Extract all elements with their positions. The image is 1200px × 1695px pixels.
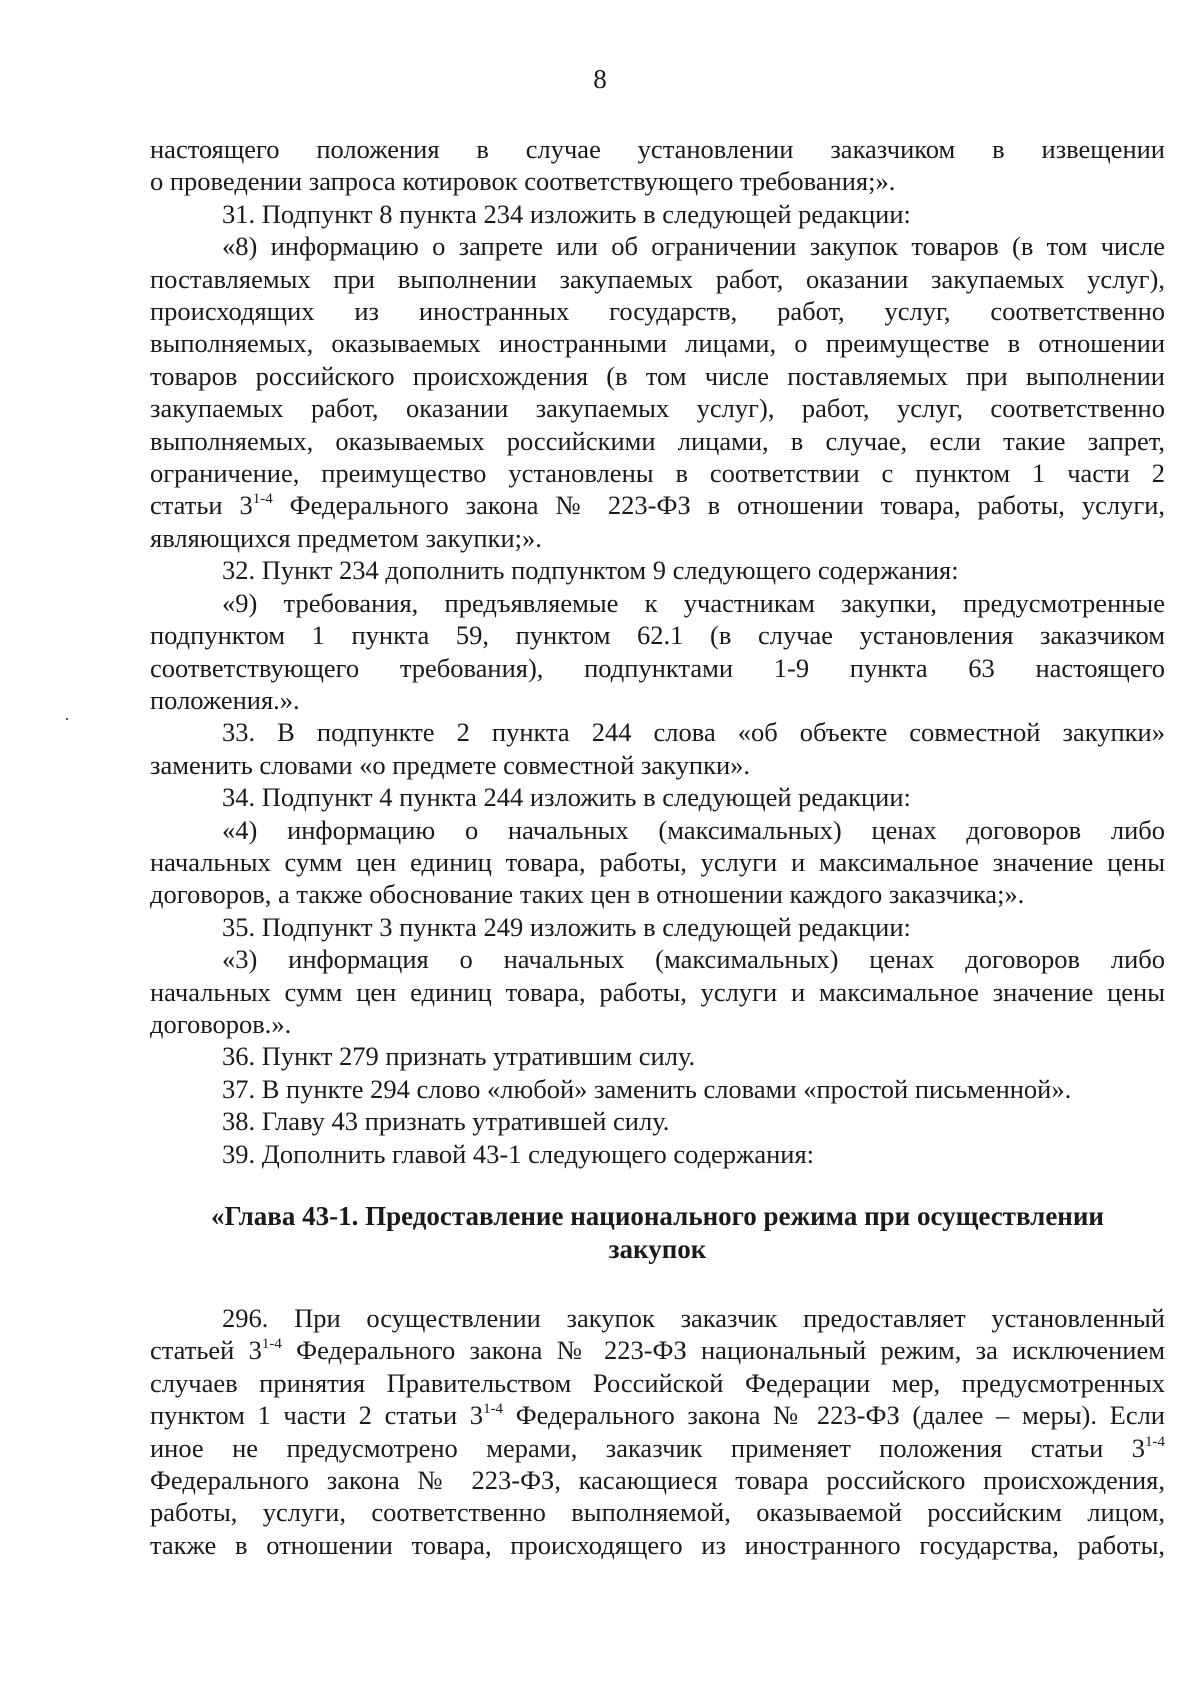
item-32: 32. Пункт 234 дополнить подпунктом 9 следующего содержания: — [222, 555, 959, 586]
text-line: о проведении запроса котировок соответствующего требования;». — [150, 166, 896, 197]
item-33: 33. В подпункте 2 пункта 244 слова «об объекте совместной закупки» — [222, 717, 1165, 748]
text-line: соответствующего требования), подпунктами 1-9 пункта 63 настоящего — [150, 652, 1165, 683]
text-line: статьей 3$^{1-4}$ Федерального закона № 223-ФЗ национальный режим, за исключением — [150, 1335, 1165, 1366]
superscript: 1-4 — [261, 1336, 282, 1353]
text-line: закупаемых работ, оказании закупаемых услуг), работ, услуг, соответственно — [150, 393, 1165, 424]
chapter-heading — [150, 1200, 1165, 1266]
item-39: 39. Дополнить главой 43-1 следующего содержания: — [222, 1138, 815, 1169]
superscript: 1-4 — [252, 491, 273, 508]
chapter-heading-line: «Глава 43-1. Предоставление национального режима при осуществлении — [211, 1201, 1104, 1231]
text-line: поставляемых при выполнении закупаемых работ, оказании закупаемых услуг), — [150, 263, 1165, 294]
text-line: товаров российского происхождения (в том числе поставляемых при выполнении — [150, 360, 1165, 391]
text-line: пунктом 1 части 2 статьи 3$^{1-4}$ Федерального закона № 223-ФЗ (далее – меры). Если — [150, 1400, 1165, 1431]
text-line: «4) информацию о начальных (максимальных) ценах договоров либо — [222, 814, 1165, 845]
text-line: заменить словами «о предмете совместной закупки». — [150, 749, 751, 780]
text-line: настоящего положения в случае установлении заказчиком в извещении — [150, 134, 1165, 164]
text-line: случаев принятия Правительством Российской Федерации мер, предусмотренных — [150, 1367, 1165, 1398]
superscript: 1-4 — [1145, 1433, 1165, 1450]
text-line: статьи 3$^{1-4}$ Федерального закона № 223-ФЗ в отношении товара, работы, услуги, — [150, 490, 1165, 521]
document-body — [150, 133, 1165, 1561]
item-38: 38. Главу 43 признать утратившей силу. — [222, 1106, 670, 1137]
text-line: иное не предусмотрено мерами, заказчик применяет положения статьи 3$^{1-4}$ — [150, 1432, 1165, 1463]
scan-speck — [66, 718, 68, 720]
page-number: 8 — [593, 64, 607, 94]
superscript: 1-4 — [483, 1401, 504, 1418]
chapter-heading-line: закупок — [608, 1234, 707, 1264]
text-line: начальных сумм цен единиц товара, работы, услуги и максимальное значение цены — [150, 846, 1165, 877]
text-line: подпунктом 1 пункта 59, пунктом 62.1 (в случае установления заказчиком — [150, 620, 1165, 651]
text-line: работы, услуги, соответственно выполняемой, оказываемой российским лицом, — [150, 1497, 1165, 1528]
text-line: «8) информацию о запрете или об ограничении закупок товаров (в том числе — [222, 231, 1165, 262]
text-line: Федерального закона № 223-ФЗ, касающиеся товара российского происхождения, — [150, 1465, 1165, 1496]
text-line: выполняемых, оказываемых российскими лицами, в случае, если такие запрет, — [150, 425, 1165, 456]
item-35: 35. Подпункт 3 пункта 249 изложить в следующей редакции: — [222, 911, 911, 942]
item-36: 36. Пункт 279 признать утратившим силу. — [222, 1041, 696, 1072]
text-line: договоров, а также обоснование таких цен в отношении каждого заказчика;». — [150, 879, 1025, 910]
text-line: выполняемых, оказываемых иностранными лицами, о преимуществе в отношении — [150, 328, 1165, 359]
text-line: «3) информация о начальных (максимальных) ценах договоров либо — [222, 944, 1165, 975]
text-line: «9) требования, предъявляемые к участникам закупки, предусмотренные — [222, 587, 1165, 618]
item-296: 296. При осуществлении закупок заказчик предоставляет установленный — [222, 1303, 1165, 1333]
text-line: положения.». — [150, 684, 300, 715]
text-line: ограничение, преимущество установлены в соответствии с пунктом 1 части 2 — [150, 458, 1165, 489]
item-31: 31. Подпункт 8 пункта 234 изложить в следующей редакции: — [222, 198, 911, 229]
text-line: договоров.». — [150, 1008, 292, 1039]
item-34: 34. Подпункт 4 пункта 244 изложить в следующей редакции: — [222, 782, 911, 813]
text-line: также в отношении товара, происходящего из иностранного государства, работы, — [150, 1529, 1165, 1560]
text-line: начальных сумм цен единиц товара, работы, услуги и максимальное значение цены — [150, 976, 1165, 1007]
item-37: 37. В пункте 294 слово «любой» заменить словами «простой письменной». — [222, 1073, 1072, 1104]
text-line: происходящих из иностранных государств, работ, услуг, соответственно — [150, 296, 1165, 327]
text-line: являющихся предметом закупки;». — [150, 522, 542, 553]
